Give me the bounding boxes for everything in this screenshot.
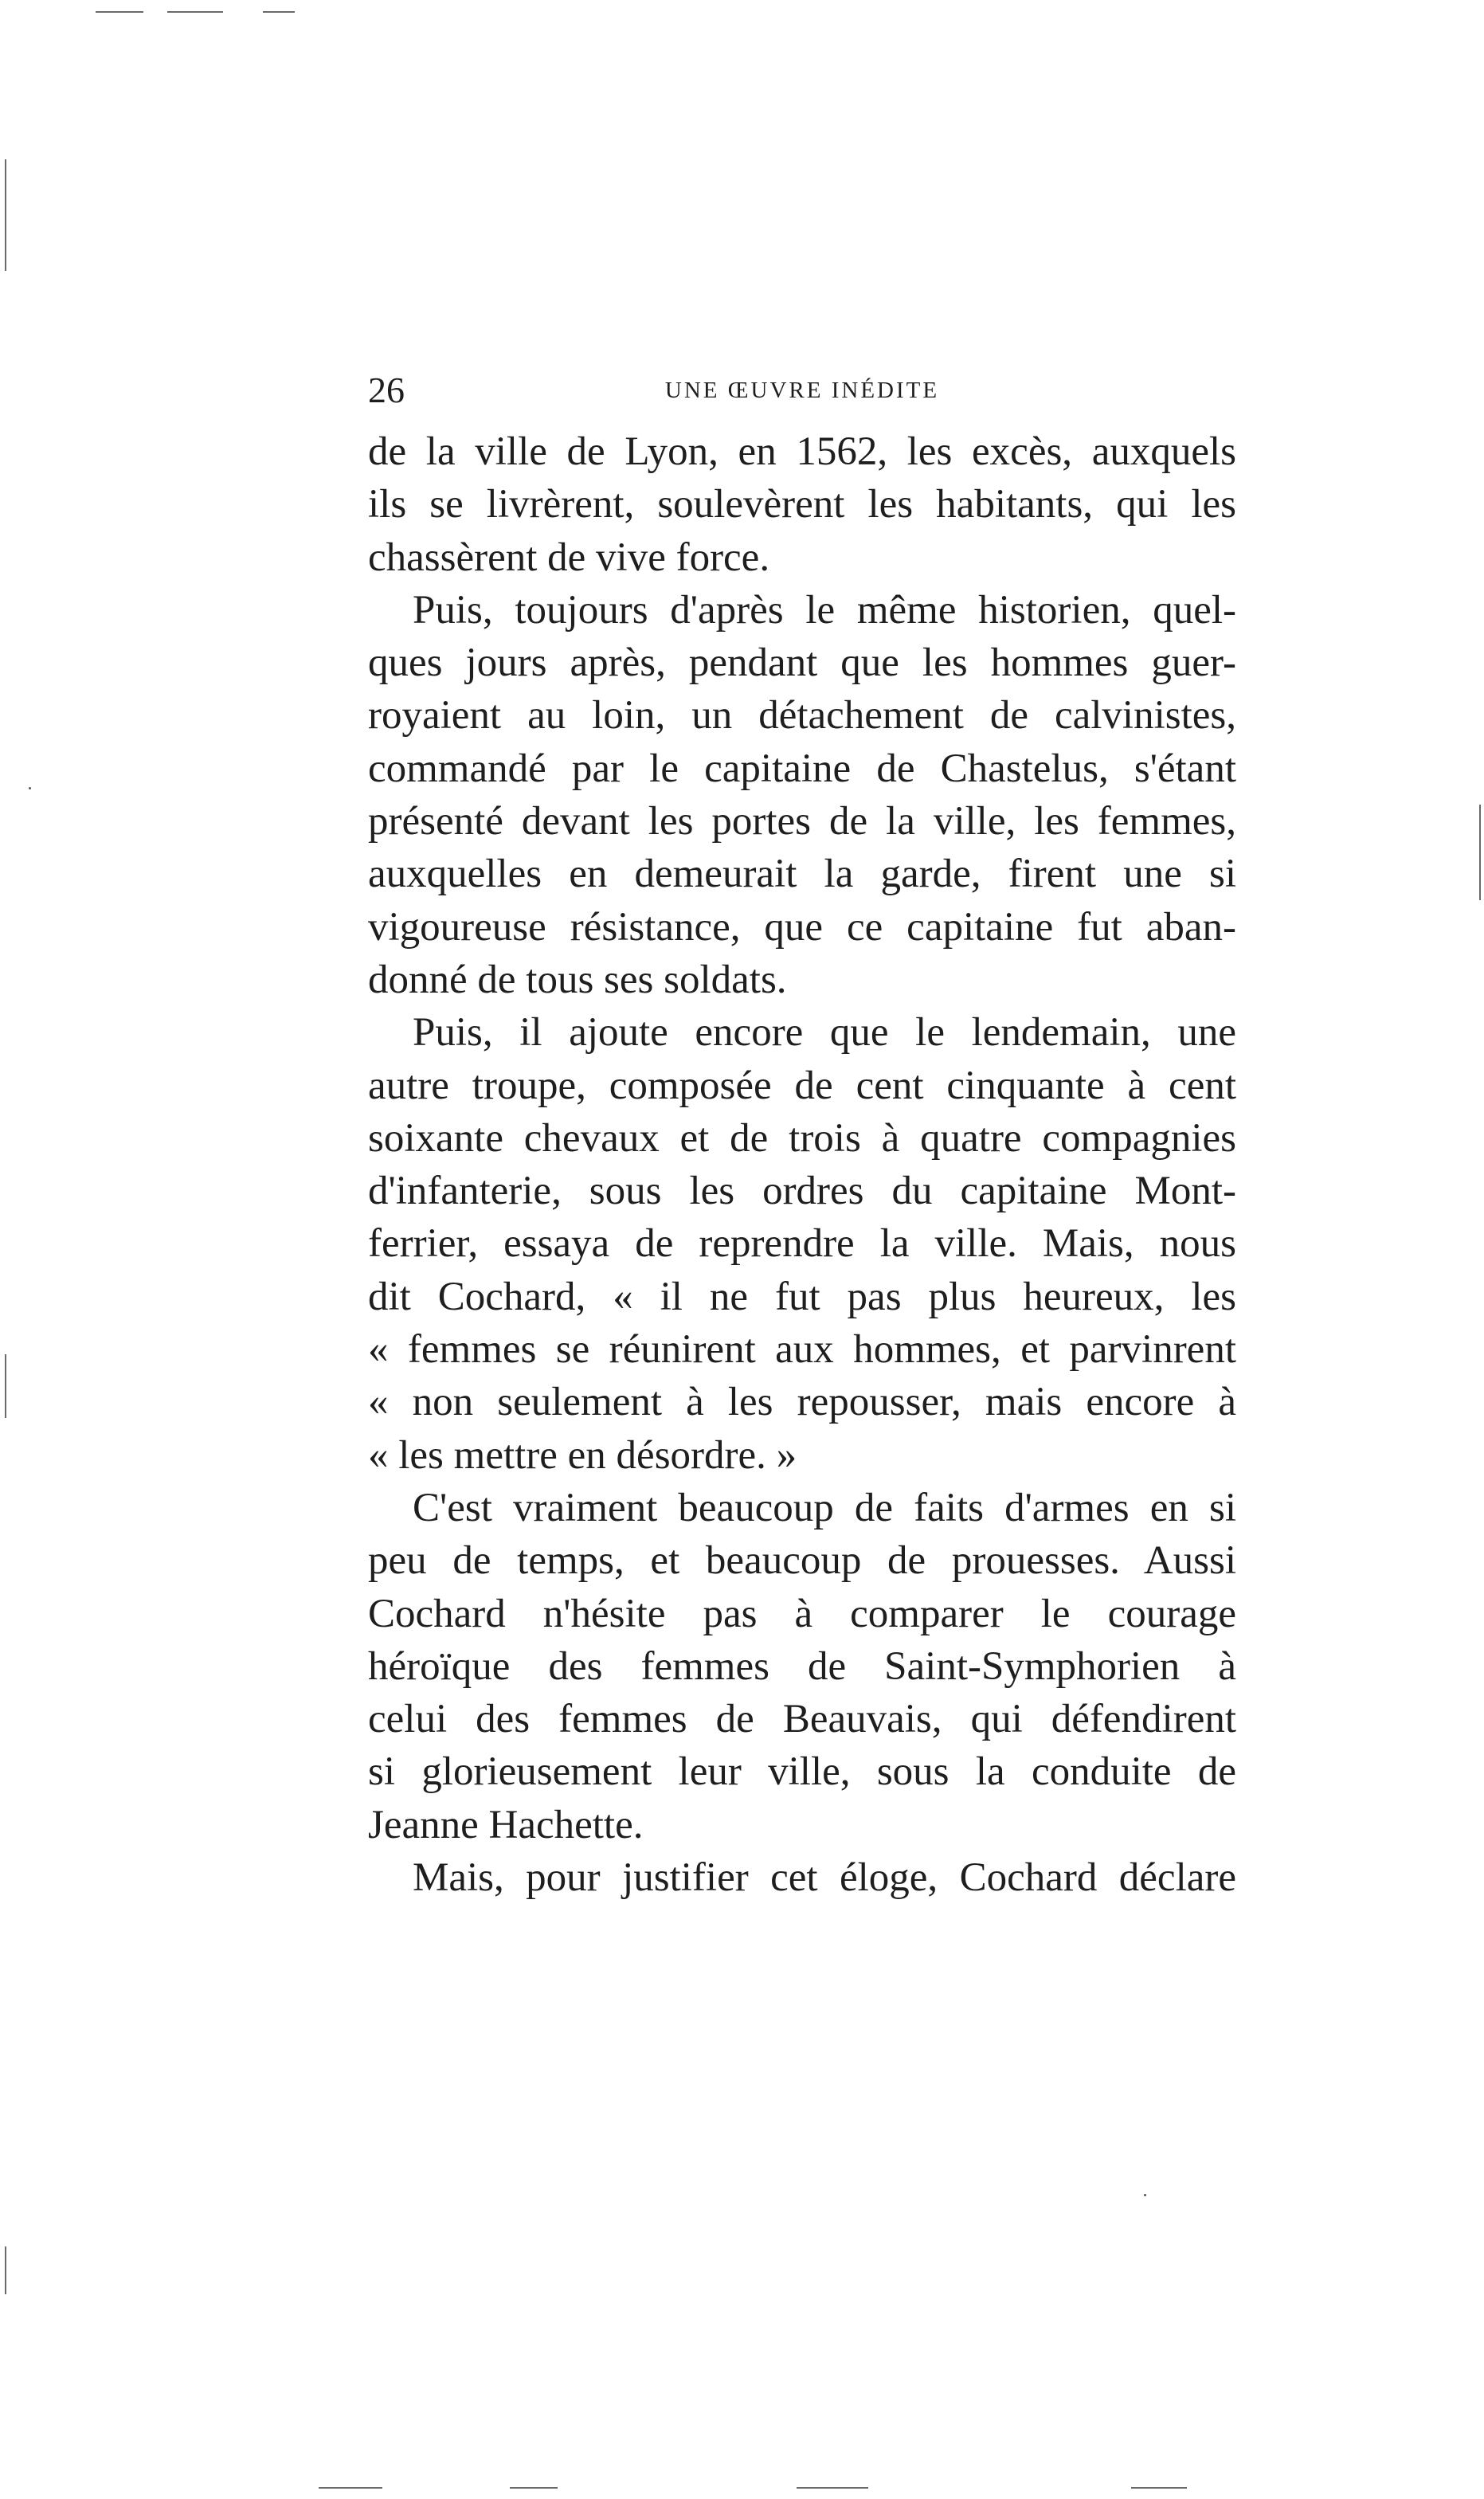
text-line: vigoureuse résistance, que ce capitaine fut aban-: [368, 904, 1236, 950]
paragraph: [368, 1006, 1236, 1482]
text-line: « non seulement à les repousser, mais encore à: [368, 1380, 1236, 1425]
text-line: d'infanterie, sous les ordres du capitaine Mont-: [368, 1169, 1236, 1214]
text-line: autre troupe, composée de cent cinquante à cent: [368, 1063, 1236, 1108]
scan-edge-top-mark: [167, 11, 223, 13]
text-line: commandé par le capitaine de Chastelus, s'étant: [368, 746, 1236, 791]
scan-edge-left-mark: [5, 2246, 6, 2294]
text-line: chassèrent de vive force.: [368, 535, 770, 580]
text-line: peu de temps, et beaucoup de prouesses. Aussi: [368, 1538, 1236, 1584]
text-line: dit Cochard, « il ne fut pas plus heureux, les: [368, 1274, 1236, 1319]
text-line: ferrier, essaya de reprendre la ville. Mais, nous: [368, 1221, 1236, 1267]
paragraph: [368, 1851, 1236, 1904]
text-line: C'est vraiment beaucoup de faits d'armes en si: [413, 1485, 1236, 1530]
text-line: si glorieusement leur ville, sous la conduite de: [368, 1749, 1236, 1795]
text-line: Puis, il ajoute encore que le lendemain, une: [413, 1010, 1236, 1056]
scan-speck: [1144, 2194, 1146, 2196]
page-header: [368, 366, 1236, 414]
text-line: donné de tous ses soldats.: [368, 957, 787, 1002]
text-line: ques jours après, pendant que les hommes guer-: [368, 640, 1236, 686]
text-line: soixante chevaux et de trois à quatre compagnies: [368, 1115, 1236, 1161]
scan-edge-top-mark: [263, 11, 295, 13]
text-line: ils se livrèrent, soulevèrent les habitants, qui les: [368, 482, 1236, 527]
text-line: Mais, pour justifier cet éloge, Cochard déclare: [413, 1855, 1236, 1901]
scan-edge-bottom-mark: [319, 2487, 382, 2489]
scan-edge-bottom-mark: [1131, 2487, 1187, 2489]
text-line: Cochard n'hésite pas à comparer le courage: [368, 1591, 1236, 1636]
text-line: présenté devant les portes de la ville, les femmes,: [368, 799, 1236, 844]
running-title: UNE ŒUVRE INÉDITE: [664, 378, 940, 403]
body-text: [368, 425, 1236, 1904]
scan-edge-left-mark: [5, 159, 6, 271]
scan-edge-bottom-mark: [797, 2487, 868, 2489]
scan-edge-right-mark: [1479, 805, 1481, 900]
paragraph: [368, 1482, 1236, 1851]
text-line: Puis, toujours d'après le même historien, quel-: [413, 587, 1236, 633]
scan-edge-bottom-mark: [510, 2487, 558, 2489]
text-line: royaient au loin, un détachement de calvinistes,: [368, 693, 1236, 738]
text-line: de la ville de Lyon, en 1562, les excès, auxquels: [368, 429, 1236, 474]
paragraph: [368, 425, 1236, 584]
text-line: « femmes se réunirent aux hommes, et parvinrent: [368, 1327, 1236, 1373]
text-line: auxquelles en demeurait la garde, firent une si: [368, 852, 1236, 897]
scan-edge-top-mark: [96, 11, 143, 13]
page-number: 26: [368, 370, 405, 410]
scan-edge-left-mark: [5, 1354, 6, 1418]
scan-speck: [29, 787, 31, 789]
text-line: « les mettre en désordre. »: [368, 1432, 797, 1478]
text-line: héroïque des femmes de Saint-Symphorien à: [368, 1643, 1236, 1689]
text-line: Jeanne Hachette.: [368, 1802, 644, 1847]
text-line: celui des femmes de Beauvais, qui défendirent: [368, 1697, 1236, 1742]
paragraph: [368, 584, 1236, 1006]
